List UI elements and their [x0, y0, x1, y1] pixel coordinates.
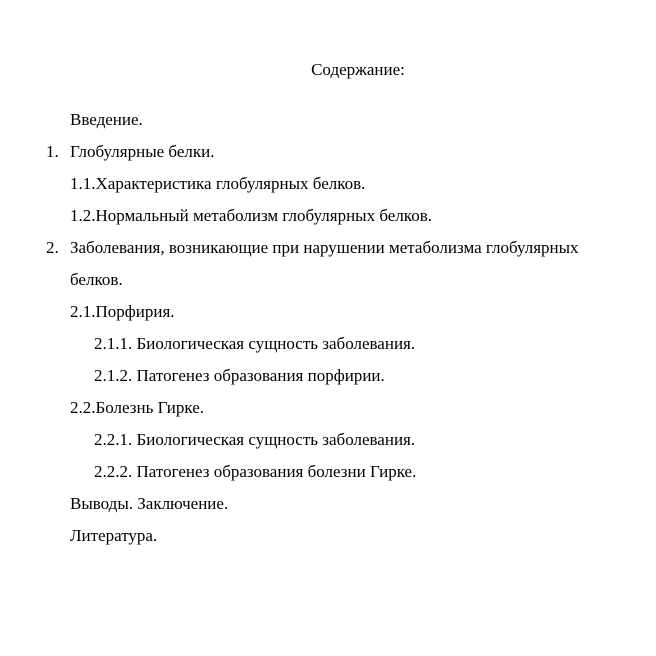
- toc-item-text: 2.2.1. Биологическая сущность заболевания.: [94, 430, 416, 449]
- toc-item-text: Заболевания, возникающие при нарушении метаболизма глобулярных: [70, 238, 579, 257]
- table-of-contents: [0, 110, 656, 558]
- toc-item-section-1-1: [0, 174, 656, 206]
- toc-item-number: 1.: [46, 142, 59, 161]
- toc-item-section-2-1-2: [0, 366, 656, 398]
- toc-item-section-2-2-2: [0, 462, 656, 494]
- toc-item-section-2-2-1: [0, 430, 656, 462]
- toc-item-text: 1.2.Нормальный метаболизм глобулярных белков.: [70, 206, 432, 225]
- toc-item-section-2-1-1: [0, 334, 656, 366]
- toc-item-conclusions: [0, 494, 656, 526]
- toc-item-introduction: [0, 110, 656, 142]
- toc-item-text: Глобулярные белки.: [70, 142, 215, 161]
- toc-item-text: белков.: [70, 270, 123, 289]
- toc-item-section-2-2: [0, 398, 656, 430]
- toc-item-text: 1.1.Характеристика глобулярных белков.: [70, 174, 366, 193]
- toc-item-section-1-2: [0, 206, 656, 238]
- toc-item-text: 2.1.2. Патогенез образования порфирии.: [94, 366, 385, 385]
- toc-item-chapter-2-continuation: [0, 270, 656, 302]
- toc-item-references: [0, 526, 656, 558]
- toc-item-text: 2.1.Порфирия.: [70, 302, 175, 321]
- page-title: Содержание:: [311, 60, 405, 79]
- toc-item-text: 2.1.1. Биологическая сущность заболевания.: [94, 334, 416, 353]
- toc-item-text: Литература.: [70, 526, 158, 545]
- toc-item-text: 2.2.Болезнь Гирке.: [70, 398, 204, 417]
- toc-item-section-2-1: [0, 302, 656, 334]
- toc-item-text: 2.2.2. Патогенез образования болезни Гирке.: [94, 462, 417, 481]
- toc-item-chapter-1: [0, 142, 656, 174]
- toc-item-chapter-2: [0, 238, 656, 270]
- toc-item-number: 2.: [46, 238, 59, 257]
- toc-item-text: Выводы. Заключение.: [70, 494, 229, 513]
- toc-item-text: Введение.: [70, 110, 143, 129]
